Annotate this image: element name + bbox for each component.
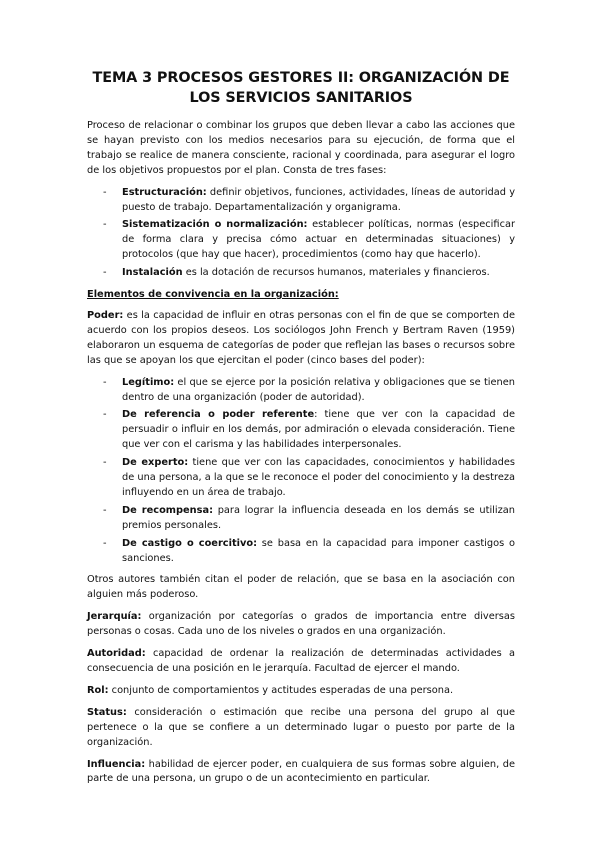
base-term: De experto: xyxy=(122,457,189,469)
fase-item: - Estructuración: definir objetivos, funciones, actividades, líneas de autoridad y puesto de trabajo. Departamentalización y organigrama. xyxy=(103,186,515,213)
definition-term: Jerarquía: xyxy=(87,611,142,623)
fase-text: definir objetivos, funciones, actividades, líneas de autoridad y puesto de trabajo. Departamentalización y organigrama. xyxy=(122,186,515,213)
otros-paragraph: Otros autores también citan el poder de relación, que se basa en la asociación con alguien más poderoso. xyxy=(87,574,515,601)
fase-text: es la dotación de recursos humanos, materiales y financieros. xyxy=(182,267,490,279)
fase-term: Sistematización o normalización: xyxy=(122,219,308,231)
fases-list xyxy=(87,186,515,281)
fase-term: Estructuración: xyxy=(122,186,207,198)
fase-term: Instalación xyxy=(122,267,183,279)
definition-term: Autoridad: xyxy=(87,648,146,660)
base-term: Legítimo: xyxy=(122,376,175,388)
fase-text: establecer políticas, normas (especificar de forma clara y precisa cómo actuar en determinadas situaciones) y protocolos (que hay que hacer), procedimientos (como hay que hacerlo). xyxy=(122,219,515,261)
base-item: - De experto: tiene que ver con las capacidades, conocimientos y habilidades de una persona, a la que se le reconoce el poder del conocimiento y la destreza influyendo en un área de trabajo. xyxy=(103,457,515,498)
definition-text: habilidad de ejercer poder, en cualquiera de sus formas sobre alguien, de parte de una persona, un grupo o de un acontecimiento en particular. xyxy=(87,758,515,785)
definition-text: consideración o estimación que recibe una persona del grupo al que pertenece o la que se confiere a un determinado lugar o puesto por parte de la organización. xyxy=(87,706,515,748)
base-term: De recompensa: xyxy=(122,504,213,516)
base-text: se basa en la capacidad para imponer castigos o sanciones. xyxy=(122,537,515,564)
base-text: tiene que ver con las capacidades, conocimientos y habilidades de una persona, a la que se le reconoce el poder del conocimiento y la destreza influyendo en un área de trabajo. xyxy=(122,457,515,498)
base-item: - De recompensa: para lograr la influencia deseada en los demás se utilizan premios personales. xyxy=(103,504,515,531)
definition-paragraph xyxy=(87,684,515,699)
definition-paragraph xyxy=(87,647,515,677)
definition-paragraph xyxy=(87,706,515,751)
base-item: - De referencia o poder referente: tiene que ver con la capacidad de persuadir o influir en los demás, por admiración o elevada consideración. Tiene que ver con el carisma y las habilidades interpersonales. xyxy=(103,409,515,451)
base-text: el que se ejerce por la posición relativa y obligaciones que se tienen dentro de una organización (poder de autoridad). xyxy=(122,376,515,403)
poder-paragraph xyxy=(87,309,515,369)
poder-text: es la capacidad de influir en otras personas con el fin de que se comporten de acuerdo con los propios deseos. Los sociólogos John French y Bertram Raven (1959) elaboraron un esquema de categorías de poder que reflejan las bases o recursos sobre las que se apoyan los que ejercitan el poder (cinco bases del poder): xyxy=(87,309,515,366)
base-text: para lograr la influencia deseada en los demás se utilizan premios personales. xyxy=(122,504,515,531)
definition-text: organización por categorías o grados de importancia entre diversas personas o cosas. Cada uno de los niveles o grados en una organización. xyxy=(87,611,515,638)
base-item: - Legítimo: el que se ejerce por la posición relativa y obligaciones que se tienen dentro de una organización (poder de autoridad). xyxy=(103,376,515,403)
fase-item: - Sistematización o normalización: establecer políticas, normas (especificar de forma clara y precisa cómo actuar en determinadas situaciones) y protocolos (que hay que hacer), procedimientos (como hay que hacerlo). xyxy=(103,219,515,261)
document-page xyxy=(87,68,515,794)
definition-text: capacidad de ordenar la realización de determinadas actividades a consecuencia de una posición en le jerarquía. Facultad de ejercer el mando. xyxy=(87,648,515,674)
base-item: - De castigo o coercitivo: se basa en la capacidad para imponer castigos o sanciones. xyxy=(103,537,515,564)
intro-paragraph: Proceso de relacionar o combinar los grupos que deben llevar a cabo las acciones que se hayan previsto con los medios necesarios para su ejecución, de forma que el trabajo se realice de manera consciente, racional y coordinada, para asegurar el logro de los objetivos propuestos por el plan. Consta de tres fases: xyxy=(87,120,515,176)
base-text: : tiene que ver con la capacidad de persuadir o influir en los demás, por admiración o elevada consideración. Tiene que ver con el carisma y las habilidades interpersonales. xyxy=(122,409,515,451)
section-heading: Elementos de convivencia en la organización: xyxy=(87,289,339,301)
definition-term: Status: xyxy=(87,706,127,718)
definition-paragraph xyxy=(87,758,515,788)
definition-text: conjunto de comportamientos y actitudes esperadas de una persona. xyxy=(108,684,454,696)
poder-term: Poder: xyxy=(87,309,124,321)
document-title: TEMA 3 PROCESOS GESTORES II: ORGANIZACIÓN DE LOS SERVICIOS SANITARIOS xyxy=(92,70,510,106)
definition-term: Influencia: xyxy=(87,758,146,770)
definition-term: Rol: xyxy=(87,684,109,696)
definition-paragraph xyxy=(87,610,515,640)
base-term: De referencia o poder referente xyxy=(122,409,315,421)
base-term: De castigo o coercitivo: xyxy=(122,537,258,549)
fase-item: - Instalación es la dotación de recursos humanos, materiales y financieros. xyxy=(103,267,490,279)
bases-list xyxy=(87,376,515,567)
